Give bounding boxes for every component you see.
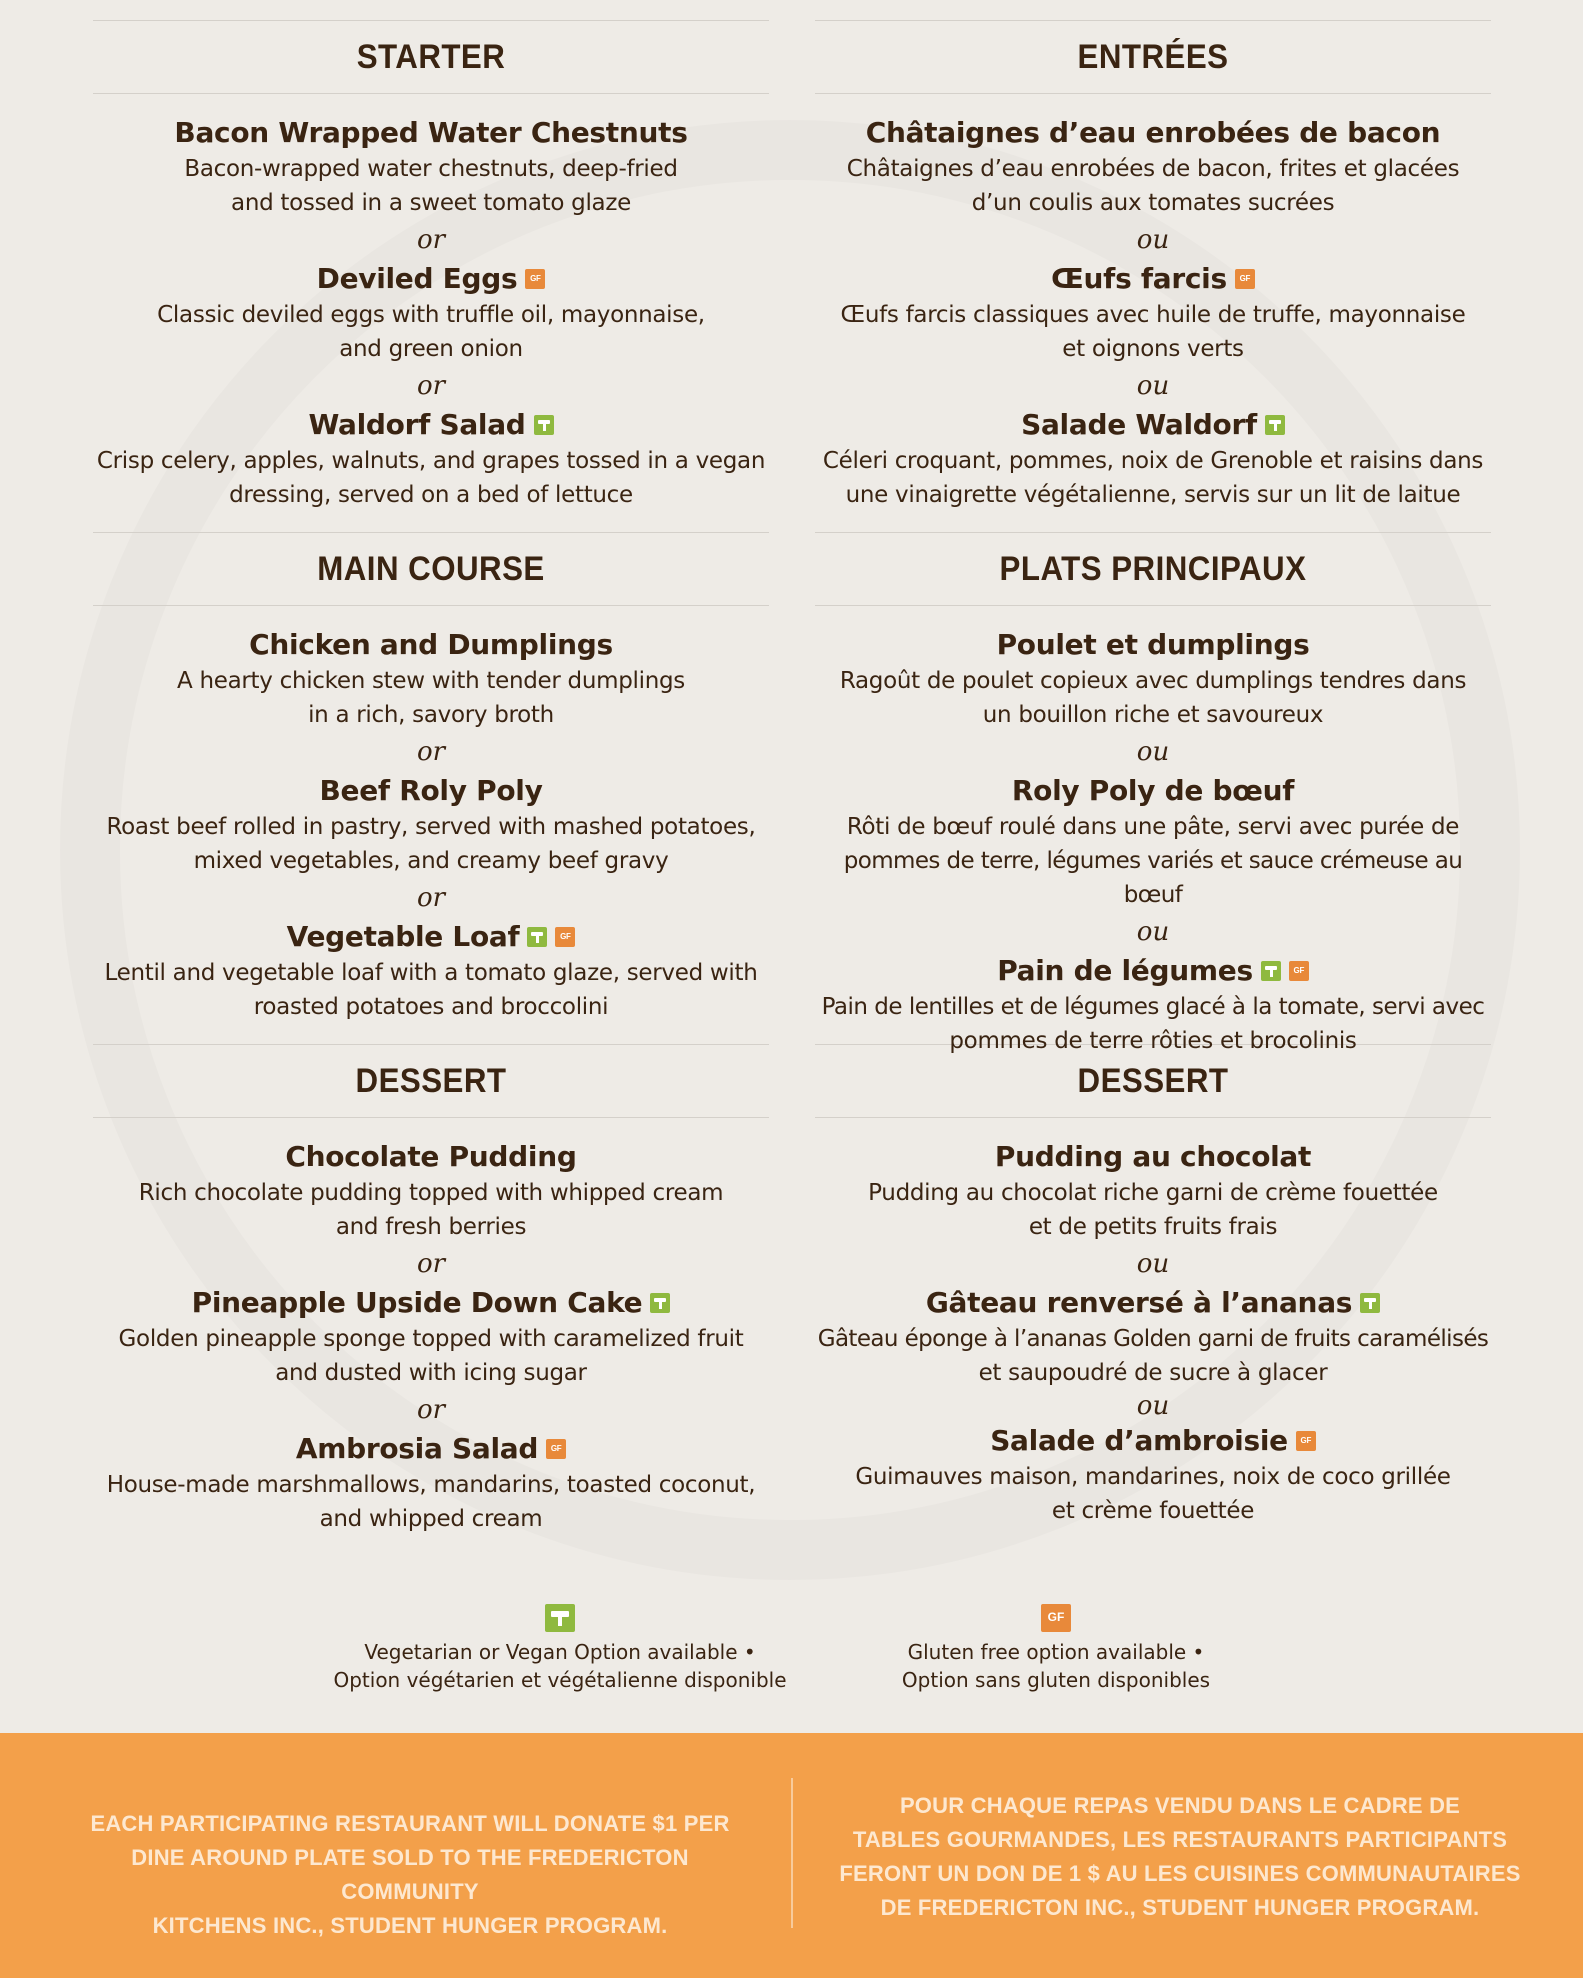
- menu-item-description: Crisp celery, apples, walnuts, and grapes tossed in a vegan: [96, 448, 766, 474]
- footer-line: DINE AROUND PLATE SOLD TO THE FREDERICTON COMMUNITY: [131, 1845, 689, 1904]
- footer-line: TABLES GOURMANDES, LES RESTAURANTS PARTICIPANTS: [852, 1827, 1508, 1852]
- menu-item-description: Céleri croquant, pommes, noix de Grenoble et raisins dans: [822, 448, 1484, 474]
- menu-item-description: Guimauves maison, mandarines, noix de coco grillée: [855, 1464, 1451, 1490]
- footer-line: EACH PARTICIPATING RESTAURANT WILL DONATE $1 PER: [90, 1811, 730, 1836]
- gluten-free-legend: [836, 1604, 1276, 1694]
- section-title: DESSERT: [1077, 1062, 1229, 1100]
- menu-item-description: and tossed in a sweet tomato glaze: [231, 190, 631, 216]
- menu-item-description: Rich chocolate pudding topped with whipped cream: [138, 1180, 724, 1206]
- section-title: DESSERT: [355, 1062, 507, 1100]
- menu-item-description: and fresh berries: [335, 1214, 527, 1240]
- menu-item-description: roasted potatoes and broccolini: [253, 994, 609, 1020]
- menu-item-description: une vinaigrette végétalienne, servis sur un lit de laitue: [845, 482, 1461, 508]
- menu-item-description: Bacon-wrapped water chestnuts, deep-fried: [184, 156, 678, 182]
- menu-item-description: Roast beef rolled in pastry, served with mashed potatoes,: [106, 814, 756, 840]
- donation-text-french: [830, 1789, 1530, 1925]
- legend-text: Gluten free option available •: [907, 1640, 1205, 1664]
- legend-text: Vegetarian or Vegan Option available •: [364, 1640, 756, 1664]
- or-separator: or: [416, 1395, 446, 1425]
- vegetarian-icon: [534, 415, 554, 435]
- menu-item-description: et de petits fruits frais: [1028, 1214, 1278, 1240]
- dessert-fr-section: [815, 1044, 1491, 1556]
- section-title: MAIN COURSE: [317, 550, 545, 588]
- gluten-free-icon: [1235, 269, 1255, 289]
- or-separator: or: [416, 883, 446, 913]
- menu-item-description: in a rich, savory broth: [308, 702, 554, 728]
- vegetarian-icon: [527, 927, 547, 947]
- menu-item-name: Ambrosia Salad GF: [93, 1430, 769, 1468]
- menu-item-name: Bacon Wrapped Water Chestnuts: [174, 116, 688, 149]
- entrees-section: [815, 20, 1491, 532]
- gluten-free-icon: [1289, 961, 1309, 981]
- menu-item-description: et oignons verts: [1062, 336, 1244, 362]
- menu-item-description: d’un coulis aux tomates sucrées: [971, 190, 1335, 216]
- menu-item-description: et crème fouettée: [1051, 1498, 1255, 1524]
- menu-item-description: A hearty chicken stew with tender dumplings: [177, 668, 685, 694]
- vegetarian-icon: [545, 1604, 575, 1632]
- menu-item-description: Pain de lentilles et de légumes glacé à la tomate, servi avec: [821, 994, 1485, 1020]
- or-separator: ou: [1136, 1249, 1170, 1279]
- vegetarian-icon: [650, 1293, 670, 1313]
- menu-item-name: Deviled Eggs GF: [93, 260, 769, 298]
- legend-text: Option végétarien et végétalienne disponible: [333, 1668, 787, 1692]
- menu-item-name: Gâteau renversé à l’ananas: [815, 1284, 1491, 1322]
- gluten-free-icon: [555, 927, 575, 947]
- menu-item-description: Golden pineapple sponge topped with caramelized fruit: [118, 1326, 744, 1352]
- or-separator: ou: [1136, 1391, 1170, 1421]
- or-separator: or: [416, 1249, 446, 1279]
- menu-item-name: Pudding au chocolat: [994, 1140, 1312, 1173]
- menu-item-name: Pain de légumes GF: [815, 952, 1491, 990]
- donation-text-english: [60, 1807, 760, 1943]
- gluten-free-icon: [525, 269, 545, 289]
- or-separator: or: [416, 371, 446, 401]
- section-title: ENTRÉES: [1077, 38, 1229, 76]
- or-separator: ou: [1136, 225, 1170, 255]
- starter-section: [93, 20, 769, 532]
- menu-item-name: Salade d’ambroisie GF: [815, 1422, 1491, 1460]
- menu-item-description: Rôti de bœuf roulé dans une pâte, servi avec purée de: [846, 814, 1460, 840]
- menu-item-description: et saupoudré de sucre à glacer: [978, 1360, 1328, 1386]
- menu-item-description: Châtaignes d’eau enrobées de bacon, frites et glacées: [846, 156, 1460, 182]
- menu-item-description: and dusted with icing sugar: [275, 1360, 587, 1386]
- menu-item-description: un bouillon riche et savoureux: [982, 702, 1324, 728]
- plats-principaux-section: [815, 532, 1491, 1054]
- footer-line: POUR CHAQUE REPAS VENDU DANS LE CADRE DE: [899, 1793, 1461, 1818]
- or-separator: ou: [1136, 737, 1170, 767]
- menu-item-name: Chicken and Dumplings: [249, 628, 613, 661]
- menu-item-name: Waldorf Salad: [93, 406, 769, 444]
- menu-item-name: Vegetable Loaf GF: [93, 918, 769, 956]
- footer-line: FERONT UN DON DE 1 $ AU LES CUISINES COMMUNAUTAIRES: [839, 1861, 1521, 1886]
- menu-item-description: and whipped cream: [319, 1506, 543, 1532]
- menu-item-description: dressing, served on a bed of lettuce: [229, 482, 633, 508]
- menu-item-description: and green onion: [339, 336, 523, 362]
- french-column: [815, 20, 1491, 1556]
- dessert-section: [93, 1044, 769, 1556]
- main-course-section: [93, 532, 769, 1044]
- menu-item-description: House-made marshmallows, mandarins, toasted coconut,: [106, 1472, 756, 1498]
- gluten-free-icon: [1041, 1604, 1071, 1632]
- menu-item-description: Pudding au chocolat riche garni de crème fouettée: [868, 1180, 1438, 1206]
- menu-item-name: Salade Waldorf: [815, 406, 1491, 444]
- menu-item-description: pommes de terre, légumes variés et sauce crémeuse au bœuf: [843, 848, 1463, 908]
- section-title: STARTER: [356, 38, 506, 76]
- menu-item-name: Pineapple Upside Down Cake: [93, 1284, 769, 1322]
- vegetarian-icon: [1261, 961, 1281, 981]
- vegetarian-legend: [300, 1604, 820, 1694]
- or-separator: ou: [1136, 917, 1170, 947]
- donation-footer: [0, 1733, 1583, 1978]
- or-separator: or: [416, 225, 446, 255]
- menu-item-name: Chocolate Pudding: [285, 1140, 577, 1173]
- gluten-free-icon: [1296, 1431, 1316, 1451]
- menu-item-description: pommes de terre rôties et brocolinis: [949, 1028, 1357, 1054]
- menu-item-description: Lentil and vegetable loaf with a tomato glaze, served with: [104, 960, 758, 986]
- menu-item-name: Poulet et dumplings: [996, 628, 1310, 661]
- gluten-free-icon: [546, 1439, 566, 1459]
- menu-item-name: Châtaignes d’eau enrobées de bacon: [865, 116, 1441, 149]
- menu-item-description: Ragoût de poulet copieux avec dumplings tendres dans: [839, 668, 1467, 694]
- menu-item-description: mixed vegetables, and creamy beef gravy: [193, 848, 669, 874]
- legend-text: Option sans gluten disponibles: [901, 1668, 1211, 1692]
- english-column: [93, 20, 769, 1556]
- menu-item-description: Œufs farcis classiques avec huile de truffe, mayonnaise: [840, 302, 1466, 328]
- or-separator: ou: [1136, 371, 1170, 401]
- vegetarian-icon: [1265, 415, 1285, 435]
- section-title: PLATS PRINCIPAUX: [999, 550, 1307, 588]
- footer-line: DE FREDERICTON INC., STUDENT HUNGER PROGRAM.: [880, 1895, 1480, 1920]
- footer-divider: [791, 1778, 793, 1928]
- menu-item-name: Roly Poly de bœuf: [1011, 774, 1295, 807]
- menu-item-description: Gâteau éponge à l’ananas Golden garni de fruits caramélisés: [817, 1326, 1489, 1352]
- menu-item-name: Beef Roly Poly: [319, 774, 543, 807]
- menu-item-description: Classic deviled eggs with truffle oil, mayonnaise,: [157, 302, 705, 328]
- menu-item-name: Œufs farcis GF: [815, 260, 1491, 298]
- footer-line: KITCHENS INC., STUDENT HUNGER PROGRAM.: [152, 1913, 668, 1938]
- or-separator: or: [416, 737, 446, 767]
- vegetarian-icon: [1360, 1293, 1380, 1313]
